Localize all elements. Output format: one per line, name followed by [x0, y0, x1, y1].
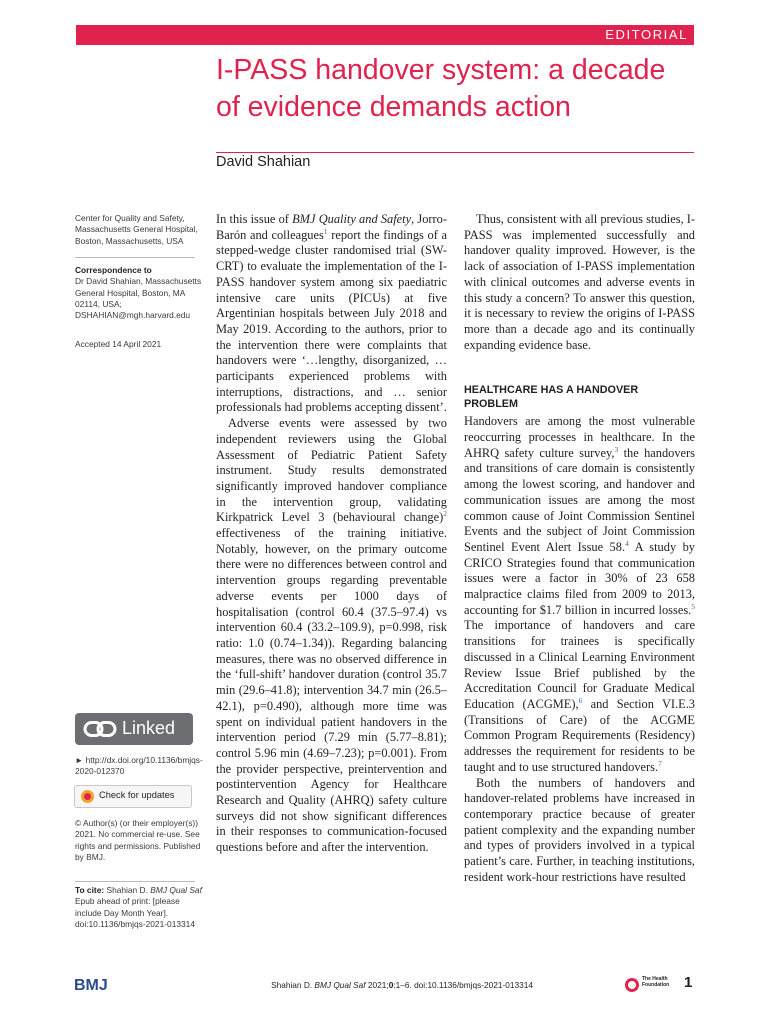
reference-link[interactable]: 7 [658, 758, 662, 768]
cite-rest: Epub ahead of print: [please include Day Month Year]. doi:10.1136/bmjqs-2021-013314 [75, 896, 195, 929]
copyright-notice: © Author(s) (or their employer(s)) 2021. No commercial re-use. See rights and permissions. Published by BMJ. [75, 818, 201, 862]
title-divider [216, 152, 694, 153]
cite-label: To cite: [75, 885, 105, 895]
paragraph [216, 212, 447, 416]
foundation-ring-icon [625, 978, 639, 992]
foundation-name: The Health Foundation [642, 976, 670, 988]
text-run: Handovers are among the most vulnerable reoccurring processes in healthcare. In the AHRQ safety culture survey, [464, 414, 695, 460]
chain-link-icon [83, 720, 117, 738]
text-run: Adverse events were assessed by two independent reviewers using the Global Assessment of Pediatric Patient Safety instrument. Study results demonstrated significantly improved handover compliance in the intervention group, validating Kirkpatrick Level 3 (behavioural change) [216, 416, 447, 525]
citation-box [75, 885, 205, 930]
text-run: In this issue of [216, 212, 293, 226]
text-run: 2021; [365, 980, 389, 990]
correspondence-heading: Correspondence to [75, 265, 152, 275]
check-for-updates-label: Check for updates [99, 790, 175, 800]
paragraph [216, 416, 447, 856]
section-heading: HEALTHCARE HAS A HANDOVER PROBLEM [464, 384, 639, 410]
linked-badge[interactable] [75, 713, 193, 745]
health-foundation-logo [625, 977, 675, 995]
journal-name: BMJ Qual Saf [314, 980, 366, 990]
text-run: the handovers and transitions of care domain is consistently among the lowest scoring, and handover and communication issues are among the most common cause of Joint Commission Sentinel Events and the subject of Joint Commission Sentinel Event Alert Issue 58. [464, 445, 695, 554]
bmj-logo: BMJ [74, 977, 108, 994]
linked-label: Linked [122, 718, 176, 738]
sidebar-divider [75, 257, 195, 258]
accepted-date: Accepted 14 April 2021 [75, 339, 162, 349]
reference-link[interactable]: 2 [443, 509, 447, 519]
reference-link[interactable]: 5 [691, 601, 695, 611]
correspondence [75, 265, 205, 321]
text-run: The importance of handovers and care transitions for trainees is specifically discussed in a Clinical Learning Environment Review Issue Brief published by the Accreditation Council for Graduate Medical Education (ACGME), [464, 618, 695, 711]
text-run: Shahian D. [271, 980, 315, 990]
journal-name: BMJ Quality and Safety [292, 212, 412, 226]
paragraph [464, 414, 695, 775]
cite-journal: BMJ Qual Saf [150, 885, 202, 895]
arrow-icon: ► [75, 755, 84, 765]
section-tag: EDITORIAL [605, 27, 688, 42]
cite-author: Shahian D. [106, 885, 148, 895]
text-run: effectiveness of the training initiative. Notably, however, on the primary outcome there were no differences between control and intervention groups regarding preventable adverse events per 1000 days of hospitalisation (control 60.4 (37.5–97.4) vs intervention 60.4 (33.2–109.9), p=0.998, risk ratio: 1.0 (0.74–1.34)). Regarding balancing measures, there was no observed difference in the ‘full-shift’ handover duration (control 35.7 min (29.6–41.8); intervention 34.7 min (26.5–42.1), p=0.490), although more time was spent on individual patient handovers in the intervention period (7.29 min (5.77–8.81); control 5.96 min (4.69–7.23); p=0.001). From the provider perspective, preintervention and postintervention Agency for Healthcare Research and Quality (AHRQ) safety culture surveys did not show significant differences in their responses to communication-focused questions before and after the intervention. [216, 526, 447, 855]
text-run: report the findings of a stepped-wedge cluster randomised trial (SW-CRT) to evaluate the implementation of the I-PASS handover system among six paediatric intensive care units (PICUs) at five Argentinian hospitals between July 2018 and May 2019. According to the authors, prior to the intervention there were complaints that handovers were ‘…lengthy, disorganized, …participants experienced problems with interruptions, distractions, and … senior professionals had problems accepting dissent’. [216, 227, 447, 415]
text-run: :1–6. doi:10.1136/bmjqs-2021-013314 [393, 980, 533, 990]
affiliation: Center for Quality and Safety, Massachusetts General Hospital, Boston, Massachusetts, USA [75, 213, 198, 246]
paragraph: Thus, consistent with all previous studies, I-PASS was implemented successfully and handover quality improved. However, is the lack of association of I-PASS implementation with clinical outcomes and adverse events in this study a concern? To answer this question, it is necessary to review the origins of I-PASS more than a decade ago and its continually expanding evidence base. [464, 212, 695, 352]
article-title: I-PASS handover system: a decade of evidence demands action [216, 54, 666, 123]
paragraph: Both the numbers of handovers and handover-related problems have increased in contemporary practice because of greater patient complexity and the expanding number and types of providers involved in a typical patient’s care. Further, in teaching institutions, resident work-hour restrictions have resulted [464, 775, 695, 884]
author-name: David Shahian [216, 154, 311, 170]
text-run: A study by CRICO Strategies found that communication issues were a factor in 30% of 23 658 malpractice claims filed from 2009 to 2013, accounting for $1.7 billion in incurred losses. [464, 539, 695, 617]
text-run: and Section VI.E.3 (Transitions of Care) of the ACGME Common Program Requirements (Residency) addresses the requirement for residents to be taught and to use structured handovers. [464, 696, 695, 774]
linked-doi[interactable]: http://dx.doi.org/10.1136/bmjqs-2020-012370 [75, 755, 203, 777]
linked-article-link[interactable] [75, 755, 205, 778]
crossmark-icon [81, 790, 94, 803]
reference-link[interactable]: 1 [323, 226, 328, 236]
body-column-left [216, 212, 447, 856]
check-for-updates-button[interactable] [74, 785, 192, 808]
volume: 0 [388, 980, 394, 990]
reference-link[interactable]: 4 [625, 538, 629, 548]
page-number: 1 [684, 974, 693, 991]
reference-link[interactable]: 3 [614, 444, 619, 454]
text-run: , Jorro-Barón and colleagues [216, 212, 447, 242]
footer-citation [232, 980, 572, 990]
reference-link[interactable]: 6 [578, 695, 583, 705]
body-column-right [464, 212, 695, 885]
correspondence-body: Dr David Shahian, Massachusetts General Hospital, Boston, MA 02114, USA; DSHAHIAN@mgh.harvard.edu [75, 276, 202, 321]
sidebar-divider [75, 881, 195, 882]
section-banner [76, 25, 694, 45]
